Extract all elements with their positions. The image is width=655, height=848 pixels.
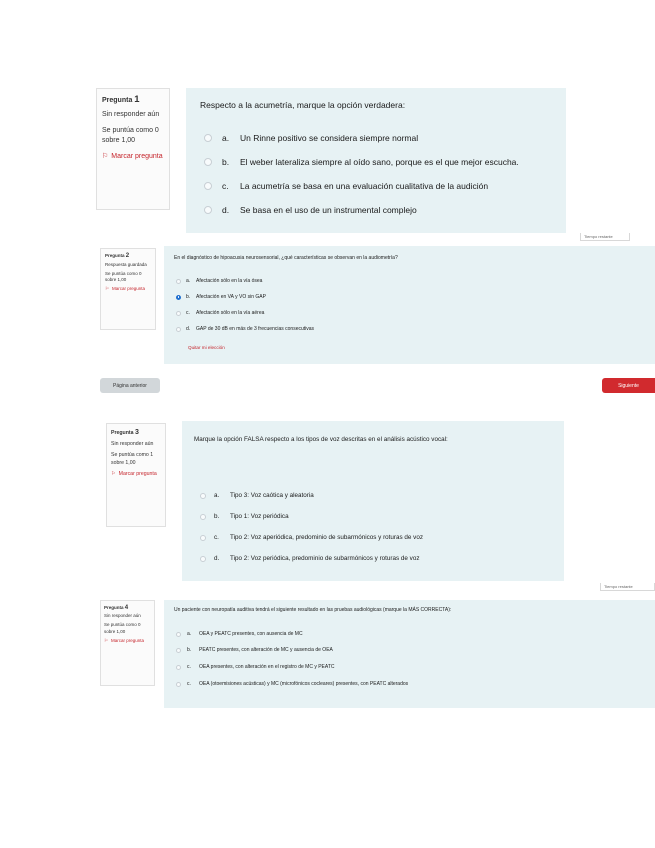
option-d[interactable]: d. Se basa en el uso de un instrumental complejo xyxy=(204,205,417,215)
question-box-3 xyxy=(182,421,564,581)
question-number: Pregunta 1 xyxy=(102,94,140,105)
flag-icon: ⚐ xyxy=(105,286,110,291)
question-number: Pregunta 2 xyxy=(105,253,130,259)
flag-icon: ⚐ xyxy=(111,471,116,477)
question-score: Se puntúa como 0 sobre 1,00 xyxy=(105,271,142,282)
radio-button-selected[interactable] xyxy=(176,295,181,300)
option-a[interactable]: a. OEA y PEATC presentes, con ausencia de MC xyxy=(176,631,303,637)
option-b[interactable]: b. Tipo 1: Voz periódica xyxy=(200,513,289,520)
radio-button[interactable] xyxy=(204,182,212,190)
flag-icon: ⚐ xyxy=(104,637,109,643)
timer-tab[interactable]: Tiempo restante xyxy=(580,233,630,241)
question-status: Sin responder aún xyxy=(104,613,141,619)
option-b[interactable]: b. PEATC presentes, con alteración de MC y ausencia de OEA xyxy=(176,647,333,653)
radio-button[interactable] xyxy=(176,327,181,332)
question-text: Un paciente con neuropatía auditiva tendrá el siguiente resultado en las pruebas audiológicas (marque la MÁS CORRECTA): xyxy=(174,607,452,613)
radio-button[interactable] xyxy=(176,648,181,653)
question-info-1 xyxy=(96,88,170,210)
option-a[interactable]: a. Afectación sólo en la vía ósea xyxy=(176,278,262,284)
question-score: Se puntúa como 1 sobre 1,00 xyxy=(111,452,154,466)
radio-button[interactable] xyxy=(200,535,206,541)
next-page-button[interactable]: Siguiente xyxy=(602,378,655,393)
radio-button[interactable] xyxy=(200,493,206,499)
radio-button[interactable] xyxy=(200,514,206,520)
question-info-2 xyxy=(100,248,156,330)
radio-button[interactable] xyxy=(200,556,206,562)
question-text: Marque la opción FALSA respecto a los tipos de voz descritas en el análisis acústico vocal: xyxy=(194,436,448,443)
flag-question-link[interactable]: ⚐ Marcar pregunta xyxy=(102,153,163,160)
option-a[interactable]: a. Tipo 3: Voz caótica y aleatoria xyxy=(200,492,314,499)
option-d[interactable]: d. Tipo 2: Voz periódica, predominio de subarmónicos y roturas de voz xyxy=(200,555,419,562)
option-c[interactable]: c. OEA presentes, con alteración en el registro de MC y PEATC xyxy=(176,664,335,670)
flag-question-link[interactable]: ⚐ Marcar pregunta xyxy=(111,471,157,477)
question-number: Pregunta 4 xyxy=(104,605,129,611)
option-d[interactable]: c. OEA (otoemisiones acústicas) y MC (microfónicos cocleares) presentes, con PEATC alterados xyxy=(176,681,408,687)
question-text: En el diagnóstico de hipoacusia neurosensorial, ¿qué características se observan en la audiometría? xyxy=(174,255,398,261)
previous-page-button[interactable]: Página anterior xyxy=(100,378,160,393)
flag-icon: ⚐ xyxy=(102,153,109,160)
question-status: Sin responder aún xyxy=(111,440,154,447)
option-a[interactable]: a. Un Rinne positivo se considera siempre normal xyxy=(204,133,418,143)
radio-button[interactable] xyxy=(176,632,181,637)
question-status: Respuesta guardada xyxy=(105,262,147,267)
question-box-4 xyxy=(164,600,655,708)
question-text: Respecto a la acumetría, marque la opción verdadera: xyxy=(200,100,406,110)
option-c[interactable]: c. Tipo 2: Voz aperiódica, predominio de subarmónicos y roturas de voz xyxy=(200,534,423,541)
option-c[interactable]: c. Afectación sólo en la vía aérea xyxy=(176,310,264,316)
option-b[interactable]: b. El weber lateraliza siempre al oído sano, porque es el que mejor escucha. xyxy=(204,157,519,167)
radio-button[interactable] xyxy=(204,206,212,214)
radio-button[interactable] xyxy=(176,682,181,687)
question-score: Se puntúa como 0 sobre 1,00 xyxy=(104,622,141,634)
timer-tab[interactable]: Tiempo restante xyxy=(600,583,655,591)
flag-question-link[interactable]: ⚐ Marcar pregunta xyxy=(104,637,145,643)
option-d[interactable]: d. GAP de 30 dB en más de 3 frecuencias consecutivas xyxy=(176,326,314,332)
question-box-2 xyxy=(164,246,655,364)
question-info-3 xyxy=(106,423,166,527)
clear-choice-link[interactable]: Quitar mi elección xyxy=(188,345,225,350)
radio-button[interactable] xyxy=(176,665,181,670)
question-status: Sin responder aún xyxy=(102,111,160,118)
flag-question-link[interactable]: ⚐ Marcar pregunta xyxy=(105,286,146,291)
question-box-1 xyxy=(186,88,566,233)
question-score: Se puntúa como 0 sobre 1,00 xyxy=(102,127,159,144)
radio-button[interactable] xyxy=(176,279,181,284)
radio-button[interactable] xyxy=(204,134,212,142)
option-c[interactable]: c. La acumetría se basa en una evaluación cualitativa de la audición xyxy=(204,181,488,191)
question-number: Pregunta 3 xyxy=(111,429,139,436)
radio-button[interactable] xyxy=(176,311,181,316)
question-info-4 xyxy=(100,600,155,686)
option-b[interactable]: b. Afectación en VA y VO sin GAP xyxy=(176,294,266,300)
radio-button[interactable] xyxy=(204,158,212,166)
